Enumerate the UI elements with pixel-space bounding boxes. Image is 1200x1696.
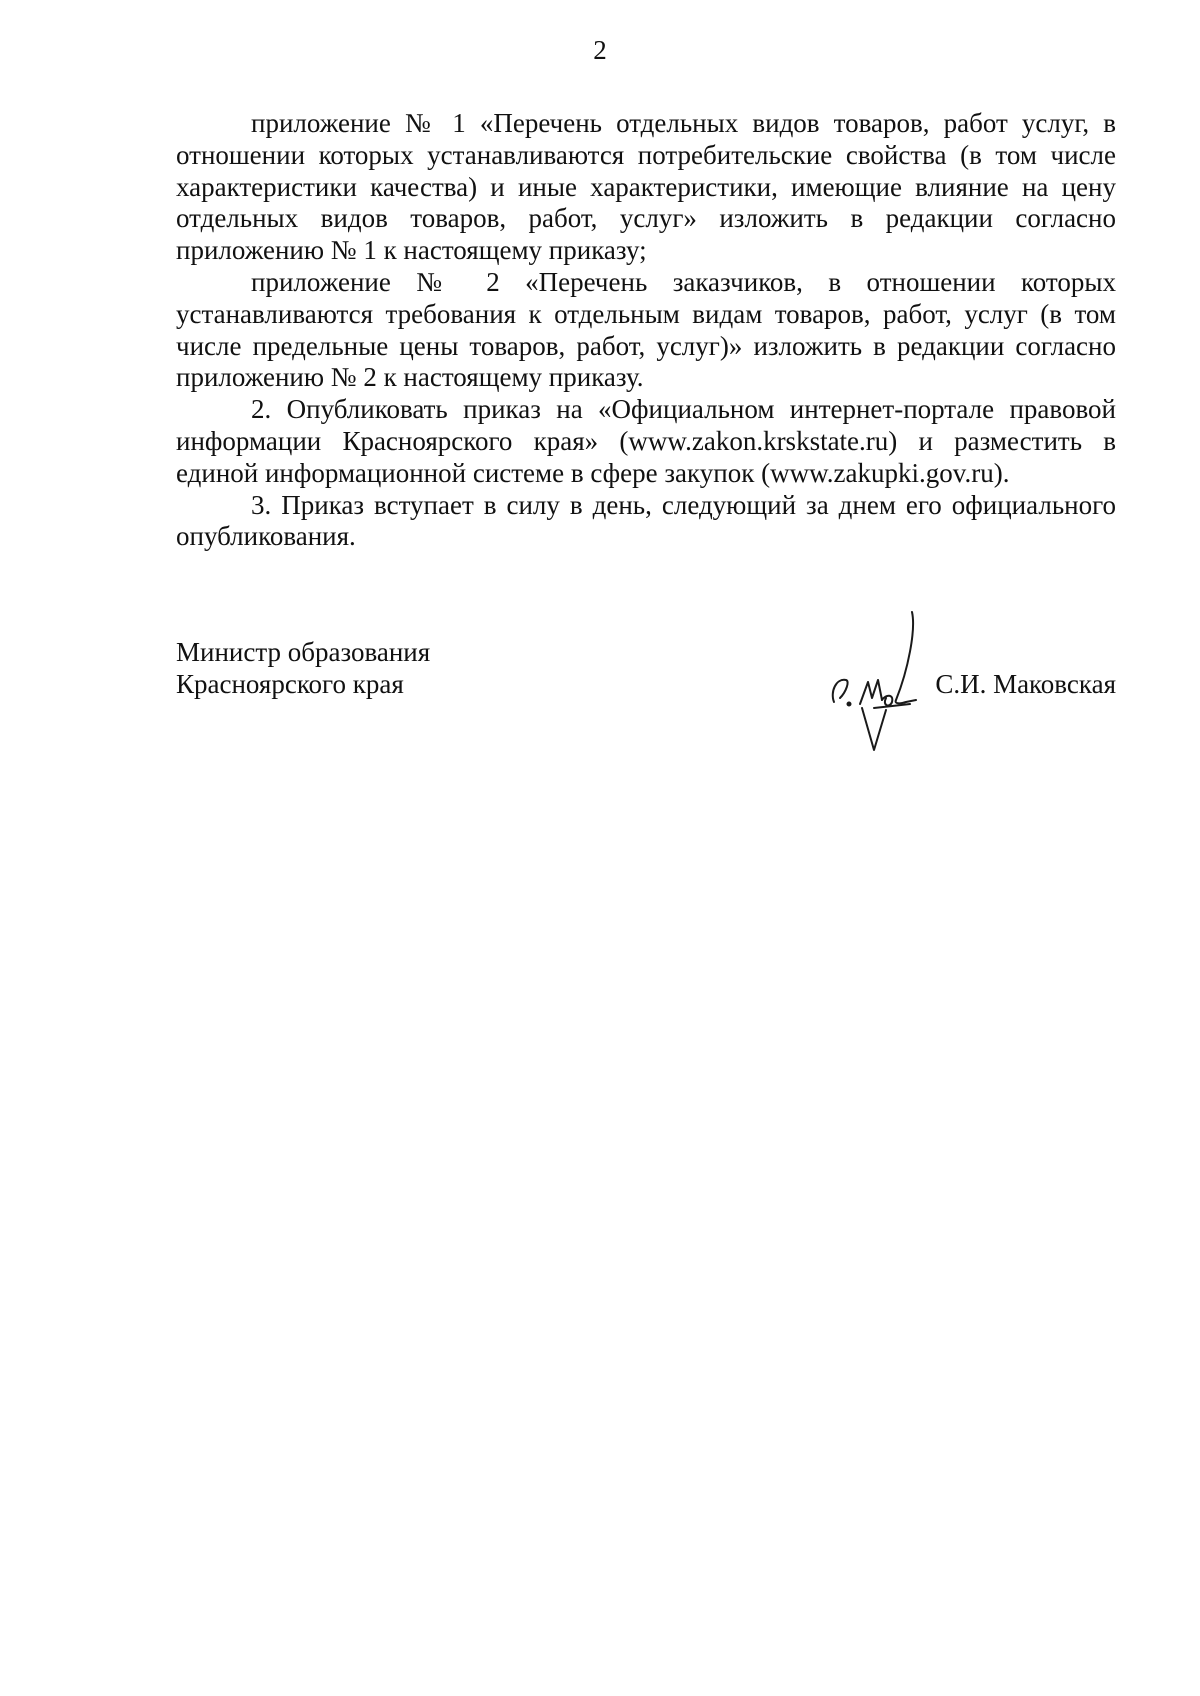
page-number: 2 <box>593 35 607 65</box>
paragraph-appendix-1: приложение № 1 «Перечень отдельных видов товаров, работ услуг, в отношении которых устанавливаются потребительские свойства (в том числе характеристики качества) и иные характеристики, имеющие влияние на цену отдельных видов товаров, работ, услуг» изложить в редакции согласно приложению № 1 к настоящему приказу; <box>176 108 1116 266</box>
paragraph-publish-order: 2. Опубликовать приказ на «Официальном интернет-портале правовой информации Красноярского края» (www.zakon.krskstate.ru) и разместить в единой информационной системе в сфере закупок (www.zakupki.gov.ru). <box>176 394 1116 488</box>
document-body <box>176 108 1116 553</box>
handwritten-signature <box>816 600 946 760</box>
signer-title-line-2: Красноярского края <box>176 669 404 699</box>
paragraph-effective-date: 3. Приказ вступает в силу в день, следующий за днем его официального опубликования. <box>176 489 1116 552</box>
signature-block <box>176 636 1116 756</box>
signer-name: С.И. Маковская <box>935 669 1116 699</box>
signer-title <box>176 636 430 700</box>
signer-title-line-1: Министр образования <box>176 637 431 667</box>
paragraph-appendix-2: приложение № 2 «Перечень заказчиков, в отношении которых устанавливаются требования к отдельным видам товаров, работ, услуг (в том числе предельные цены товаров, работ, услуг)» изложить в редакции согласно приложению № 2 к настоящему приказу. <box>176 266 1116 393</box>
